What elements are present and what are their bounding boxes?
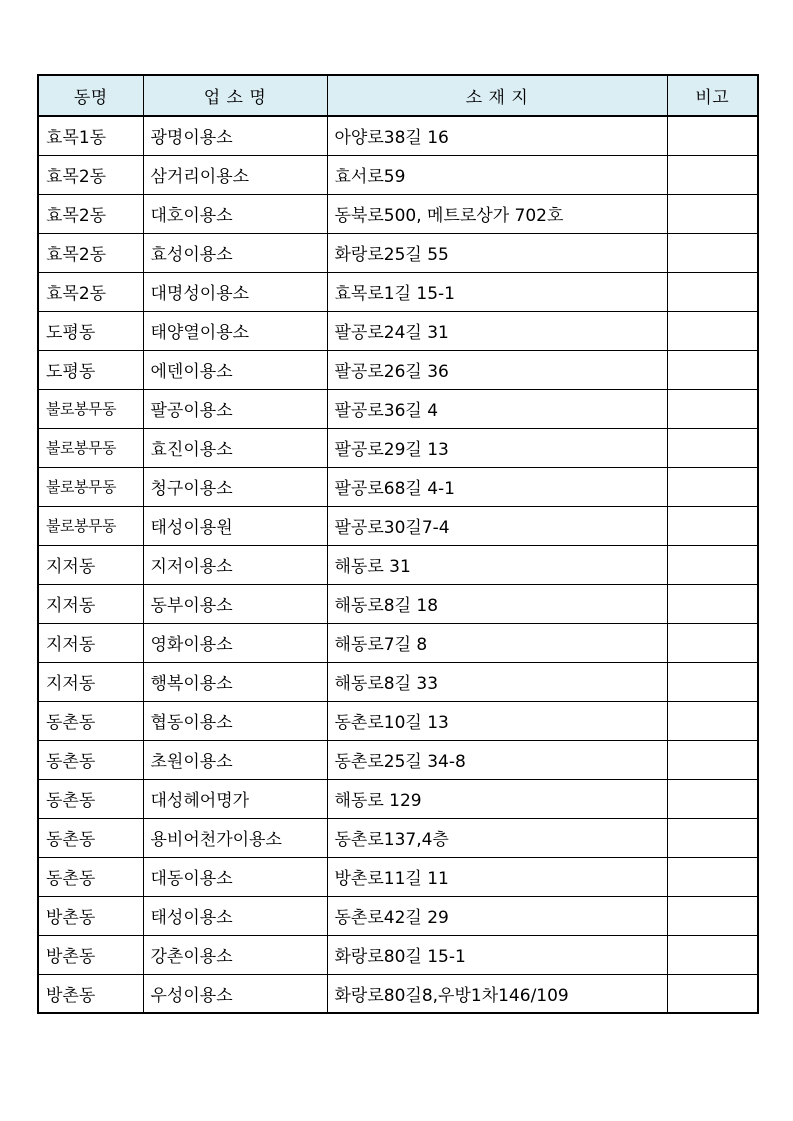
table-body xyxy=(38,116,758,1013)
cell-dong: 지저동 xyxy=(38,584,143,623)
cell-remarks xyxy=(667,740,758,779)
cell-dong: 불로봉무동 xyxy=(38,467,143,506)
cell-address: 팔공로68길 4-1 xyxy=(327,467,667,506)
cell-address: 효목로1길 15-1 xyxy=(327,272,667,311)
cell-remarks xyxy=(667,974,758,1013)
table-row xyxy=(38,272,758,311)
table-row xyxy=(38,701,758,740)
cell-address: 팔공로30길7-4 xyxy=(327,506,667,545)
cell-business-name: 협동이용소 xyxy=(143,701,327,740)
cell-address: 동촌로137,4층 xyxy=(327,818,667,857)
cell-remarks xyxy=(667,857,758,896)
cell-dong: 동촌동 xyxy=(38,857,143,896)
cell-remarks xyxy=(667,233,758,272)
table-row xyxy=(38,194,758,233)
table-row xyxy=(38,389,758,428)
cell-dong: 효목2동 xyxy=(38,272,143,311)
cell-address: 동촌로25길 34-8 xyxy=(327,740,667,779)
table-row xyxy=(38,311,758,350)
cell-remarks xyxy=(667,467,758,506)
cell-business-name: 팔공이용소 xyxy=(143,389,327,428)
cell-business-name: 삼거리이용소 xyxy=(143,155,327,194)
cell-business-name: 태성이용소 xyxy=(143,896,327,935)
cell-business-name: 우성이용소 xyxy=(143,974,327,1013)
table-row xyxy=(38,740,758,779)
table-row xyxy=(38,428,758,467)
cell-dong: 효목1동 xyxy=(38,116,143,155)
cell-dong: 불로봉무동 xyxy=(38,506,143,545)
cell-remarks xyxy=(667,272,758,311)
cell-business-name: 대성헤어명가 xyxy=(143,779,327,818)
cell-remarks xyxy=(667,311,758,350)
table-row xyxy=(38,545,758,584)
table-row xyxy=(38,935,758,974)
cell-dong: 효목2동 xyxy=(38,194,143,233)
table-row xyxy=(38,467,758,506)
cell-remarks xyxy=(667,116,758,155)
cell-remarks xyxy=(667,155,758,194)
table-row xyxy=(38,116,758,155)
cell-remarks xyxy=(667,701,758,740)
cell-remarks xyxy=(667,584,758,623)
cell-remarks xyxy=(667,506,758,545)
cell-business-name: 효성이용소 xyxy=(143,233,327,272)
cell-dong: 방촌동 xyxy=(38,974,143,1013)
table-row xyxy=(38,155,758,194)
cell-remarks xyxy=(667,194,758,233)
cell-business-name: 태양열이용소 xyxy=(143,311,327,350)
cell-address: 팔공로29길 13 xyxy=(327,428,667,467)
cell-address: 방촌로11길 11 xyxy=(327,857,667,896)
cell-remarks xyxy=(667,818,758,857)
cell-address: 해동로8길 18 xyxy=(327,584,667,623)
cell-address: 해동로 129 xyxy=(327,779,667,818)
cell-dong: 동촌동 xyxy=(38,740,143,779)
cell-remarks xyxy=(667,662,758,701)
cell-remarks xyxy=(667,779,758,818)
cell-dong: 도평동 xyxy=(38,311,143,350)
cell-address: 화랑로80길 15-1 xyxy=(327,935,667,974)
cell-dong: 동촌동 xyxy=(38,701,143,740)
cell-remarks xyxy=(667,428,758,467)
cell-dong: 효목2동 xyxy=(38,233,143,272)
cell-business-name: 지저이용소 xyxy=(143,545,327,584)
cell-dong: 지저동 xyxy=(38,623,143,662)
cell-remarks xyxy=(667,623,758,662)
table-row xyxy=(38,233,758,272)
cell-dong: 동촌동 xyxy=(38,818,143,857)
table-row xyxy=(38,584,758,623)
table-row xyxy=(38,974,758,1013)
cell-remarks xyxy=(667,350,758,389)
cell-dong: 도평동 xyxy=(38,350,143,389)
header-business-name: 업 소 명 xyxy=(143,75,327,116)
cell-business-name: 용비어천가이용소 xyxy=(143,818,327,857)
cell-address: 화랑로80길8,우방1차146/109 xyxy=(327,974,667,1013)
table-row xyxy=(38,350,758,389)
cell-address: 동북로500, 메트로상가 702호 xyxy=(327,194,667,233)
cell-dong: 지저동 xyxy=(38,662,143,701)
header-address: 소 재 지 xyxy=(327,75,667,116)
cell-address: 팔공로36길 4 xyxy=(327,389,667,428)
cell-address: 팔공로24길 31 xyxy=(327,311,667,350)
cell-business-name: 태성이용원 xyxy=(143,506,327,545)
cell-dong: 방촌동 xyxy=(38,935,143,974)
barbershop-table xyxy=(37,74,759,1014)
table-row xyxy=(38,818,758,857)
cell-business-name: 청구이용소 xyxy=(143,467,327,506)
cell-business-name: 동부이용소 xyxy=(143,584,327,623)
cell-address: 해동로7길 8 xyxy=(327,623,667,662)
cell-business-name: 강촌이용소 xyxy=(143,935,327,974)
cell-address: 팔공로26길 36 xyxy=(327,350,667,389)
table-row xyxy=(38,623,758,662)
cell-dong: 효목2동 xyxy=(38,155,143,194)
cell-business-name: 초원이용소 xyxy=(143,740,327,779)
cell-remarks xyxy=(667,545,758,584)
cell-address: 해동로 31 xyxy=(327,545,667,584)
table-row xyxy=(38,506,758,545)
cell-remarks xyxy=(667,935,758,974)
cell-business-name: 효진이용소 xyxy=(143,428,327,467)
cell-business-name: 에덴이용소 xyxy=(143,350,327,389)
cell-business-name: 광명이용소 xyxy=(143,116,327,155)
cell-remarks xyxy=(667,389,758,428)
cell-address: 동촌로42길 29 xyxy=(327,896,667,935)
cell-address: 효서로59 xyxy=(327,155,667,194)
header-dong: 동명 xyxy=(38,75,143,116)
cell-dong: 불로봉무동 xyxy=(38,428,143,467)
cell-dong: 방촌동 xyxy=(38,896,143,935)
cell-remarks xyxy=(667,896,758,935)
cell-address: 동촌로10길 13 xyxy=(327,701,667,740)
table-header-row xyxy=(38,75,758,116)
cell-dong: 지저동 xyxy=(38,545,143,584)
cell-business-name: 대동이용소 xyxy=(143,857,327,896)
cell-dong: 동촌동 xyxy=(38,779,143,818)
cell-address: 화랑로25길 55 xyxy=(327,233,667,272)
cell-business-name: 행복이용소 xyxy=(143,662,327,701)
cell-dong: 불로봉무동 xyxy=(38,389,143,428)
cell-business-name: 대호이용소 xyxy=(143,194,327,233)
header-remarks: 비고 xyxy=(667,75,758,116)
table-row xyxy=(38,857,758,896)
table-row xyxy=(38,662,758,701)
cell-business-name: 대명성이용소 xyxy=(143,272,327,311)
table-row xyxy=(38,779,758,818)
cell-address: 해동로8길 33 xyxy=(327,662,667,701)
cell-address: 아양로38길 16 xyxy=(327,116,667,155)
table-row xyxy=(38,896,758,935)
cell-business-name: 영화이용소 xyxy=(143,623,327,662)
